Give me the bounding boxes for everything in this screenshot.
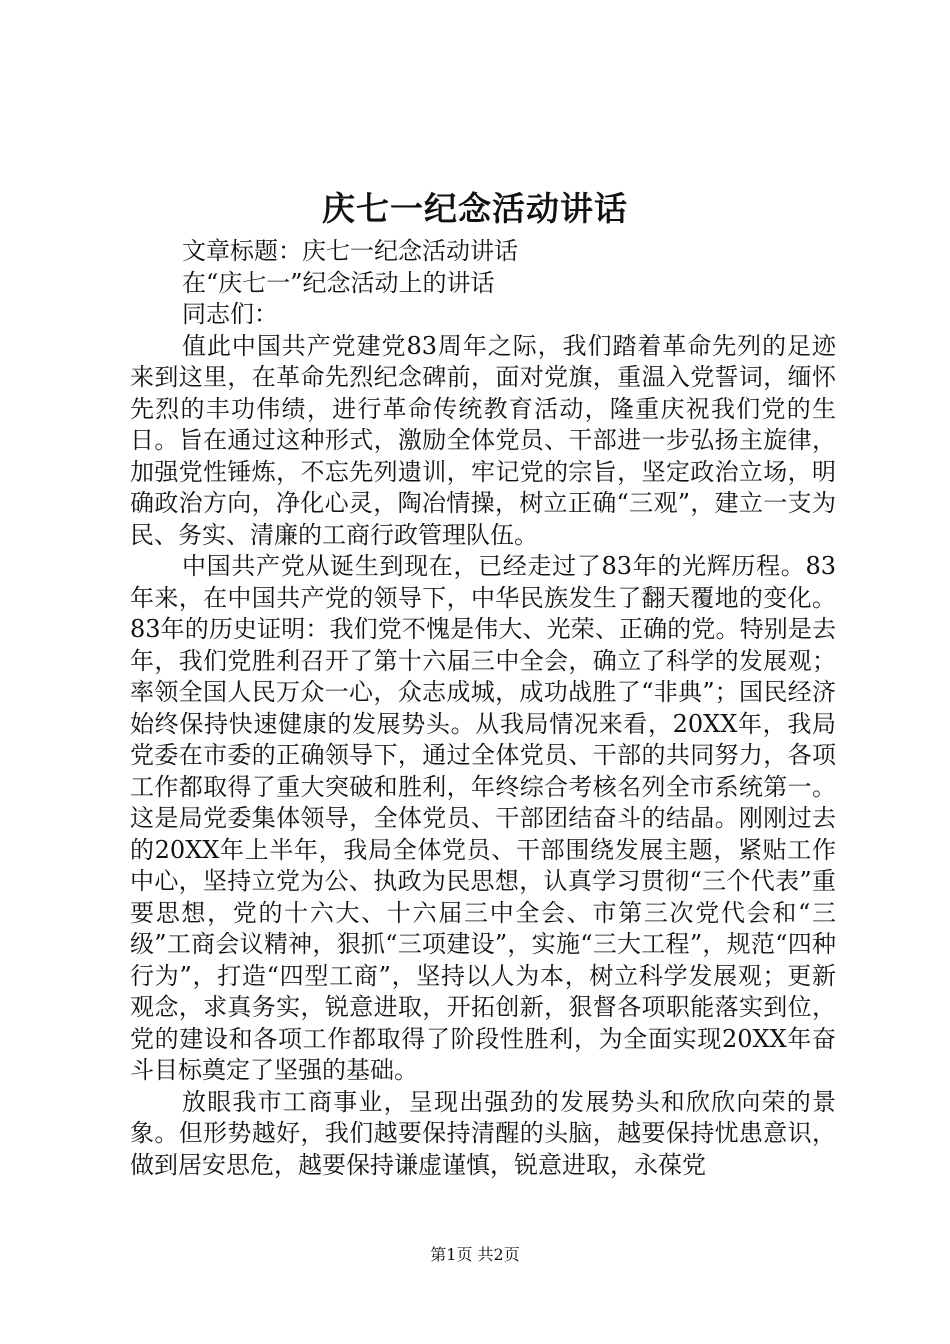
salutation: 同志们：	[182, 300, 278, 328]
paragraph: 放眼我市工商事业，呈现出强劲的发展势头和欣欣向荣的景象。但形势越好，我们越要保持清醒的头脑，越要保持忧患意识，做到居安思危，越要保持谦虚谨慎，锐意进取，永葆党	[130, 1087, 836, 1179]
document-title: 庆七一纪念活动讲话	[322, 189, 628, 228]
page-number-footer: 第1页 共2页	[430, 1245, 520, 1264]
article-title-line: 文章标题：庆七一纪念活动讲话	[182, 237, 518, 265]
speech-subtitle: 在“庆七一”纪念活动上的讲话	[182, 268, 495, 297]
document-body	[130, 236, 836, 1181]
paragraph: 值此中国共产党建党83周年之际，我们踏着革命先列的足迹来到这里，在革命先烈纪念碑前，面对党旗，重温入党誓词，缅怀先烈的丰功伟绩，进行革命传统教育活动，隆重庆祝我们党的生日。旨在通过这种形式，激励全体党员、干部进一步弘扬主旋律，加强党性锤炼，不忘先列遗训，牢记党的宗旨，坚定政治立场，明确政治方向，净化心灵，陶冶情操，树立正确“三观”，建立一支为民、务实、清廉的工商行政管理队伍。	[130, 331, 836, 549]
paragraph: 中国共产党从诞生到现在，已经走过了83年的光辉历程。83年来，在中国共产党的领导下，中华民族发生了翻天覆地的变化。83年的历史证明：我们党不愧是伟大、光荣、正确的党。特别是去年，我们党胜利召开了第十六届三中全会，确立了科学的发展观；率领全国人民万众一心，众志成城，成功战胜了“非典”；国民经济始终保持快速健康的发展势头。从我局情况来看，20XX年，我局党委在市委的正确领导下，通过全体党员、干部的共同努力，各项工作都取得了重大突破和胜利，年终综合考核名列全市系统第一。这是局党委集体领导，全体党员、干部团结奋斗的结晶。刚刚过去的20XX年上半年，我局全体党员、干部围绕发展主题，紧贴工作中心，坚持立党为公、执政为民思想，认真学习贯彻“三个代表”重要思想，党的十六大、十六届三中全会、市第三次党代会和“三级”工商会议精神，狠抓“三项建设”，实施“三大工程”，规范“四种行为”，打造“四型工商”，坚持以人为本，树立科学发展观；更新观念，求真务实，锐意进取，开拓创新，狠督各项职能落实到位，党的建设和各项工作都取得了阶段性胜利，为全面实现20XX年奋斗目标奠定了坚强的基础。	[130, 552, 836, 1084]
